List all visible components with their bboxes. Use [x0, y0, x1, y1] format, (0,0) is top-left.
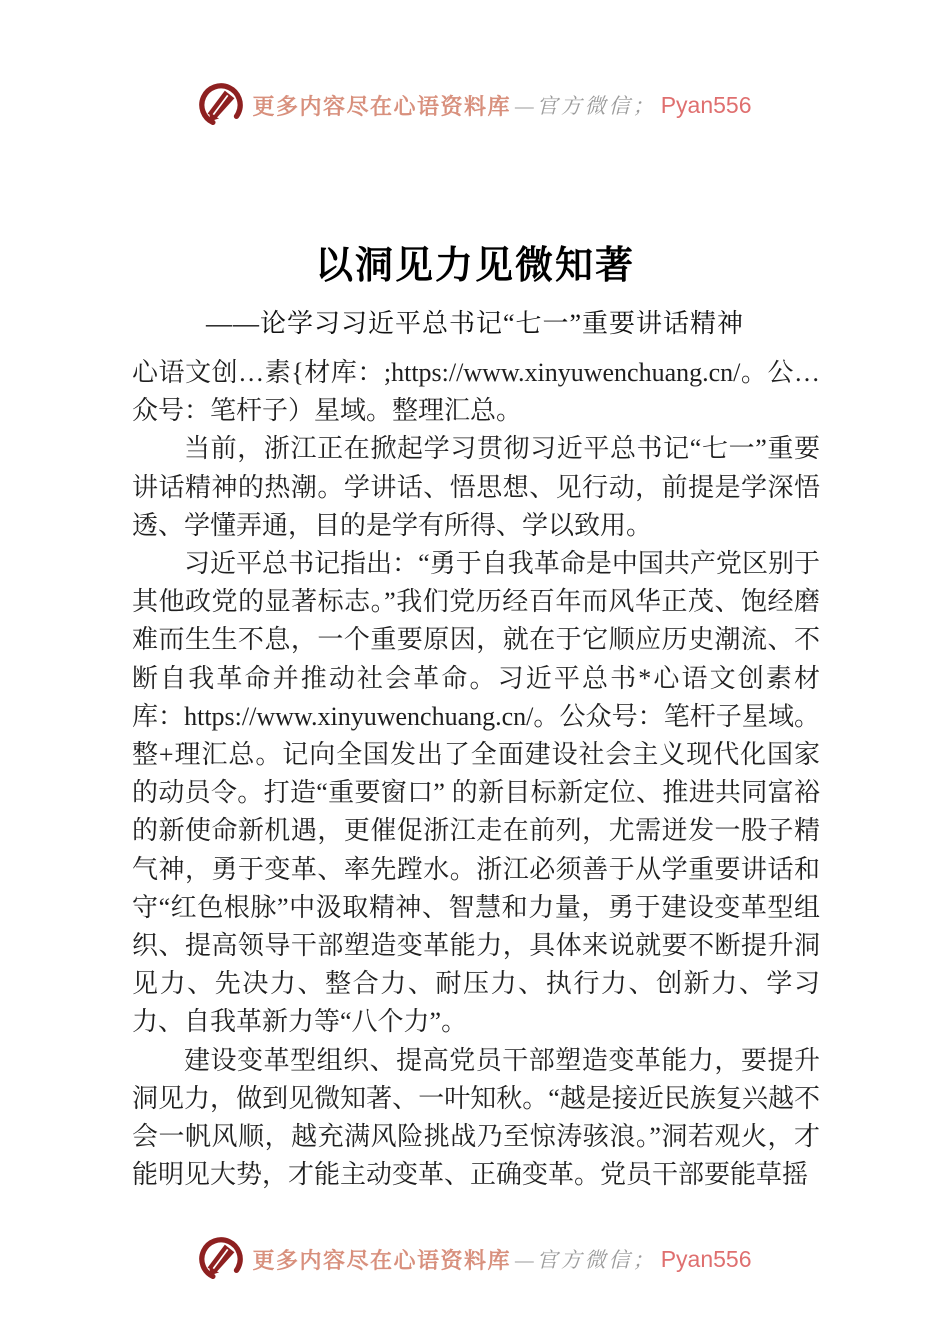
- watermark-wechat-label: —官方微信；: [515, 94, 657, 118]
- paragraph-source-note: 心语文创…素{材库：;https://www.xinyuwenchuang.cn/。公…众号：笔杆子）星域。整理汇总。: [132, 358, 820, 426]
- watermark-text: 更多内容尽在心语资料库: [252, 93, 511, 119]
- footer-watermark: [0, 1236, 950, 1282]
- document-body: [132, 354, 820, 1194]
- paragraph: 习近平总书记指出：“勇于自我革命是中国共产党区别于其他政党的显著标志。”我们党历经百年而风华正茂、饱经磨难而生生不息，一个重要原因，就在于它顺应历史潮流、不断自我革命并推动社会革命。习近平总书*心语文创素材库：https://www.xinyuwenchuang.cn/。公众号：笔杆子星域。整+理汇总。记向全国发出了全面建设社会主义现代化国家的动员令。打造“重要窗口” 的新目标新定位、推进共同富裕的新使命新机遇，更催促浙江走在前列，尤需迸发一股子精气神，勇于变革、率先蹚水。浙江必须善于从学重要讲话和守“红色根脉”中汲取精神、智慧和力量，勇于建设变革型组织、提高领导干部塑造变革能力，具体来说就要不断提升洞见力、先决力、整合力、耐压力、执行力、创新力、学习力、自我革新力等“八个力”。: [132, 549, 820, 1037]
- watermark-wechat-label: —官方微信；: [515, 1248, 657, 1272]
- header-watermark: [0, 82, 950, 128]
- pen-logo-icon: [198, 82, 244, 128]
- watermark-text: 更多内容尽在心语资料库: [252, 1247, 511, 1273]
- page-subtitle: ——论学习习近平总书记“七一”重要讲话精神: [205, 309, 745, 338]
- paragraph: 建设变革型组织、提高党员干部塑造变革能力，要提升洞见力，做到见微知著、一叶知秋。“越是接近民族复兴越不会一帆风顺，越充满风险挑战乃至惊涛骇浪。”洞若观火，才能明见大势，才能主动变革、正确变革。党员干部要能草摇: [132, 1045, 820, 1190]
- watermark-wechat-id: Pyan556: [660, 91, 752, 118]
- pen-logo-icon: [198, 1236, 244, 1282]
- page-title: 以洞见力见微知著: [314, 245, 635, 287]
- watermark-wechat-id: Pyan556: [660, 1245, 752, 1272]
- paragraph: 当前，浙江正在掀起学习贯彻习近平总书记“七一”重要讲话精神的热潮。学讲话、悟思想、见行动，前提是学深悟透、学懂弄通，目的是学有所得、学以致用。: [132, 434, 820, 540]
